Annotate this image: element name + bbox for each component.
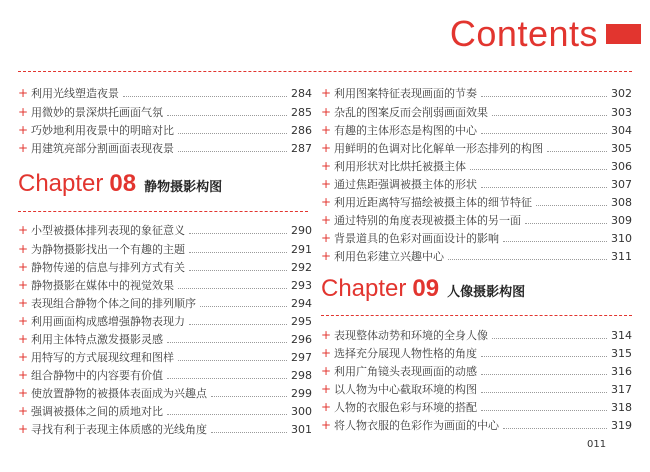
toc-entry-page: 305 [611,141,632,155]
toc-entry-title: 将人物衣服的色彩作为画面的中心 [334,419,499,432]
toc-entry-page: 304 [611,123,632,137]
toc-entry[interactable] [18,420,312,438]
leader-dots [123,96,287,97]
leader-dots [525,223,607,224]
chapter-number: 08 [109,170,137,197]
toc-entry-title: 巧妙地利用夜景中的明暗对比 [31,124,174,137]
toc-entry-page: 299 [291,386,312,400]
chapter-word: Chapter [321,275,407,302]
toc-entry[interactable] [321,84,632,102]
toc-entry[interactable] [321,247,632,265]
toc-entry[interactable] [18,330,312,348]
plus-icon: + [18,223,29,237]
chapter-name: 静物摄影构图 [144,180,223,195]
toc-entry[interactable] [321,380,632,398]
toc-entry-page: 319 [611,418,632,432]
toc-entry-page: 298 [291,368,312,382]
toc-entry-page: 308 [611,195,632,209]
leader-dots [211,432,287,433]
leader-dots [492,115,607,116]
toc-entry-title: 选择充分展现人物性格的角度 [334,347,477,360]
plus-icon: + [321,364,332,378]
leader-dots [481,410,607,411]
leader-dots [481,392,607,393]
toc-entry-title: 利用图案特征表现画面的节奏 [334,87,477,100]
leader-dots [178,151,287,152]
plus-icon: + [321,249,332,263]
toc-entry[interactable] [321,344,632,362]
plus-icon: + [18,422,29,436]
toc-entry-title: 寻找有利于表现主体质感的光线角度 [31,423,207,436]
toc-entry[interactable] [321,229,632,247]
toc-entry-page: 285 [291,105,312,119]
leader-dots [189,270,287,271]
toc-entry-title: 利用画面构成感增强静物表现力 [31,315,185,328]
toc-entry-page: 300 [291,404,312,418]
toc-entry-page: 302 [611,86,632,100]
plus-icon: + [321,123,332,137]
plus-icon: + [321,177,332,191]
chapter-number: 09 [412,275,440,302]
toc-entry-title: 用特写的方式展现纹理和图样 [31,351,174,364]
plus-icon: + [18,368,29,382]
toc-entry[interactable] [321,362,632,380]
leader-dots [178,133,287,134]
toc-entry[interactable] [321,398,632,416]
toc-entry-title: 使放置静物的被摄体表面成为兴趣点 [31,387,207,400]
plus-icon: + [18,242,29,256]
toc-entry-title: 通过焦距强调被摄主体的形状 [334,178,477,191]
plus-icon: + [18,105,29,119]
toc-entry[interactable] [18,312,312,330]
toc-entry[interactable] [18,384,312,402]
leader-dots [189,252,287,253]
toc-entry[interactable] [18,276,312,294]
toc-entry-page: 318 [611,400,632,414]
plus-icon: + [18,278,29,292]
leader-dots [503,241,607,242]
toc-entry-page: 284 [291,86,312,100]
leader-dots [189,233,287,234]
toc-entry-title: 组合静物中的内容要有价值 [31,369,163,382]
plus-icon: + [321,231,332,245]
leader-dots [167,414,287,415]
leader-dots [167,378,287,379]
toc-entry-page: 297 [291,350,312,364]
toc-entry-title: 小型被摄体排列表现的象征意义 [31,224,185,237]
toc-entry-page: 309 [611,213,632,227]
toc-entry[interactable] [321,103,632,121]
toc-entry[interactable] [321,175,632,193]
plus-icon: + [321,213,332,227]
toc-entry-title: 有趣的主体形态是构图的中心 [334,124,477,137]
toc-entry-title: 表现组合静物个体之间的排列顺序 [31,297,196,310]
plus-icon: + [321,346,332,360]
toc-entry[interactable] [18,84,312,102]
leader-dots [211,396,287,397]
toc-entry-page: 301 [291,422,312,436]
toc-entry[interactable] [18,258,312,276]
plus-icon: + [18,260,29,274]
chapter-word: Chapter [18,170,104,197]
toc-entry[interactable] [321,326,632,344]
toc-entry-title: 背景道具的色彩对画面设计的影响 [334,232,499,245]
chapter-name: 人像摄影构图 [447,285,526,300]
chapter08-heading [18,170,222,198]
toc-entry-page: 307 [611,177,632,191]
toc-entry-page: 315 [611,346,632,360]
plus-icon: + [18,314,29,328]
plus-icon: + [321,105,332,119]
leader-dots [189,324,287,325]
toc-entry-page: 303 [611,105,632,119]
leader-dots [547,151,607,152]
contents-title: Contents [449,13,598,54]
top-divider [18,71,632,72]
toc-entry-title: 以人物为中心截取环境的构图 [334,383,477,396]
toc-entry[interactable] [321,157,632,175]
toc-entry[interactable] [18,348,312,366]
toc-entry-title: 静物摄影在媒体中的视觉效果 [31,279,174,292]
plus-icon: + [18,296,29,310]
leader-dots [503,428,607,429]
toc-entry[interactable] [18,294,312,312]
toc-entry[interactable] [18,139,312,157]
toc-entry-page: 286 [291,123,312,137]
plus-icon: + [18,350,29,364]
toc-entry-page: 291 [291,242,312,256]
leader-dots [448,259,607,260]
toc-entry-title: 为静物摄影找出一个有趣的主题 [31,243,185,256]
toc-entry[interactable] [18,366,312,384]
leader-dots [470,169,607,170]
toc-entry[interactable] [321,139,632,157]
toc-entry-page: 292 [291,260,312,274]
toc-entry-page: 306 [611,159,632,173]
leader-dots [178,360,287,361]
toc-entry-page: 296 [291,332,312,346]
toc-entry[interactable] [18,103,312,121]
toc-entry-title: 用建筑亮部分割画面表现夜景 [31,142,174,155]
toc-entry-title: 用鲜明的色调对比化解单一形态排列的构图 [334,142,543,155]
toc-entry-title: 表现整体动势和环境的全身人像 [334,329,488,342]
toc-entry-page: 290 [291,223,312,237]
plus-icon: + [18,386,29,400]
toc-entry[interactable] [321,193,632,211]
toc-entry[interactable] [18,221,312,239]
toc-entry-page: 287 [291,141,312,155]
toc-entry-title: 利用主体特点激发摄影灵感 [31,333,163,346]
toc-entry[interactable] [18,121,312,139]
leader-dots [536,205,607,206]
plus-icon: + [321,195,332,209]
toc-entry-title: 利用色彩建立兴趣中心 [334,250,444,263]
leader-dots [481,96,607,97]
toc-entry-page: 293 [291,278,312,292]
plus-icon: + [321,418,332,432]
toc-entry-title: 人物的衣服色彩与环境的搭配 [334,401,477,414]
chapter09-heading [321,275,525,303]
leader-dots [167,342,287,343]
plus-icon: + [18,141,29,155]
leader-dots [200,306,287,307]
toc-entry-title: 杂乱的图案反而会削弱画面效果 [334,106,488,119]
plus-icon: + [18,123,29,137]
plus-icon: + [321,159,332,173]
toc-entry-page: 294 [291,296,312,310]
toc-entry-page: 314 [611,328,632,342]
toc-entry-page: 310 [611,231,632,245]
toc-entry-title: 用微妙的景深烘托画面气氛 [31,106,163,119]
toc-entry-title: 强调被摄体之间的质地对比 [31,405,163,418]
toc-entry[interactable] [321,211,632,229]
leader-dots [492,338,607,339]
plus-icon: + [18,86,29,100]
plus-icon: + [321,400,332,414]
leader-dots [481,133,607,134]
toc-entry-page: 316 [611,364,632,378]
chapter09-divider [321,315,632,316]
toc-entry[interactable] [321,121,632,139]
leader-dots [178,288,287,289]
toc-entry[interactable] [18,402,312,420]
plus-icon: + [18,332,29,346]
toc-entry-page: 295 [291,314,312,328]
plus-icon: + [18,404,29,418]
toc-entry-title: 利用光线塑造夜景 [31,87,119,100]
plus-icon: + [321,141,332,155]
toc-entry[interactable] [18,240,312,258]
leader-dots [481,374,607,375]
leader-dots [167,115,287,116]
toc-entry-title: 利用广角镜头表现画面的动感 [334,365,477,378]
page-number: 011 [587,439,607,450]
toc-entry-page: 311 [611,249,632,263]
leader-dots [481,356,607,357]
plus-icon: + [321,328,332,342]
plus-icon: + [321,382,332,396]
plus-icon: + [321,86,332,100]
toc-entry-page: 317 [611,382,632,396]
toc-entry[interactable] [321,416,632,434]
toc-entry-title: 静物传递的信息与排列方式有关 [31,261,185,274]
chapter08-divider [18,211,308,212]
leader-dots [481,187,607,188]
toc-entry-title: 通过特别的角度表现被摄主体的另一面 [334,214,521,227]
toc-entry-title: 利用近距离特写描绘被摄主体的细节特征 [334,196,532,209]
title-accent-block [606,24,641,44]
toc-entry-title: 利用形状对比烘托被摄主体 [334,160,466,173]
